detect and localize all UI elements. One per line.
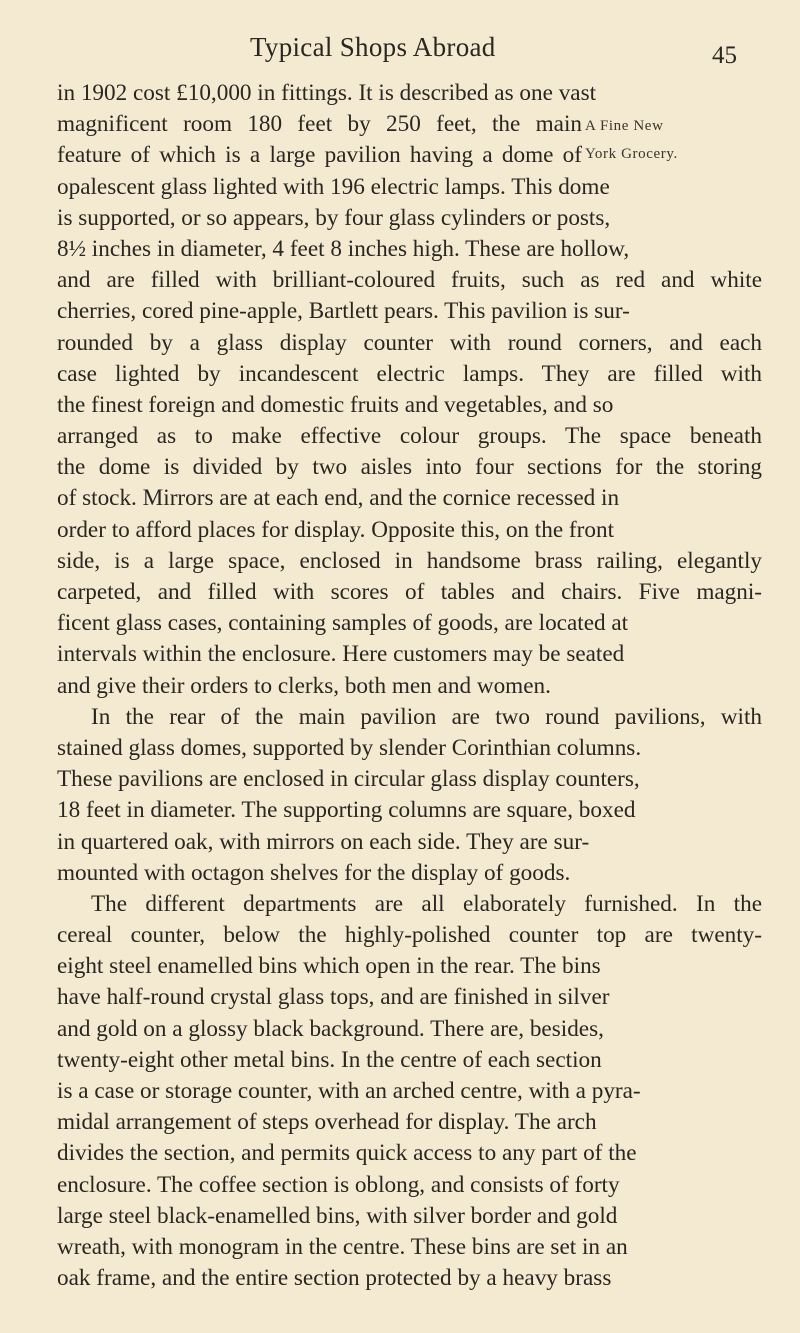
- text-line: the finest foreign and domestic fruits and vegetables, and so: [57, 391, 614, 418]
- text-line: eight steel enamelled bins which open in the rear. The bins: [57, 953, 601, 980]
- text-line: 18 feet in diameter. The supporting columns are square, boxed: [57, 797, 636, 824]
- page-number: 45: [712, 42, 737, 69]
- text-line: magnificent room 180 feet by 250 feet, the main: [57, 111, 582, 138]
- text-line: The different departments are all elaborately furnished. In the: [91, 890, 762, 917]
- text-line: mounted with octagon shelves for the display of goods.: [57, 859, 571, 886]
- text-line: and give their orders to clerks, both men and women.: [57, 672, 551, 699]
- text-line: and gold on a glossy black background. There are, besides,: [57, 1015, 604, 1042]
- text-line: in 1902 cost £10,000 in fittings. It is described as one vast: [57, 80, 597, 106]
- text-line: stained glass domes, supported by slender Corinthian columns.: [57, 734, 642, 761]
- text-line: cereal counter, below the highly-polished counter top are twenty-: [57, 922, 762, 949]
- text-line: arranged as to make effective colour groups. The space beneath: [57, 423, 762, 450]
- margin-note-line-2: York Grocery.: [585, 146, 678, 162]
- text-line: in quartered oak, with mirrors on each side. They are sur-: [57, 828, 590, 855]
- text-line: order to afford places for display. Opposite this, on the front: [57, 516, 615, 543]
- body-text: [57, 78, 762, 1294]
- text-line: and are filled with brilliant-coloured fruits, such as red and white: [57, 267, 762, 294]
- text-line: enclosure. The coffee section is oblong, and consists of forty: [57, 1171, 620, 1198]
- text-line: the dome is divided by two aisles into four sections for the storing: [57, 454, 762, 481]
- text-line: rounded by a glass display counter with round corners, and each: [57, 329, 762, 356]
- margin-note-line-1: A Fine New: [585, 118, 664, 134]
- text-line: case lighted by incandescent electric lamps. They are filled with: [57, 360, 762, 387]
- text-line: of stock. Mirrors are at each end, and the cornice recessed in: [57, 485, 620, 512]
- text-line: side, is a large space, enclosed in handsome brass railing, elegantly: [57, 547, 762, 574]
- text-line: carpeted, and filled with scores of tables and chairs. Five magni-: [57, 579, 762, 605]
- text-line: cherries, cored pine-apple, Bartlett pears. This pavilion is sur-: [57, 298, 630, 325]
- text-line: have half-round crystal glass tops, and are finished in silver: [57, 984, 610, 1011]
- running-title: Typical Shops Abroad: [250, 32, 496, 62]
- text-line: midal arrangement of steps overhead for display. The arch: [57, 1109, 597, 1136]
- text-line: oak frame, and the entire section protected by a heavy brass: [57, 1265, 612, 1292]
- text-line: is a case or storage counter, with an arched centre, with a pyra-: [57, 1078, 641, 1104]
- text-line: large steel black-enamelled bins, with silver border and gold: [57, 1202, 618, 1229]
- text-line: divides the section, and permits quick access to any part of the: [57, 1140, 637, 1167]
- text-line: ficent glass cases, containing samples of goods, are located at: [57, 610, 629, 637]
- text-line: twenty-eight other metal bins. In the centre of each section: [57, 1046, 602, 1073]
- text-line: These pavilions are enclosed in circular glass display counters,: [57, 766, 640, 793]
- text-line: feature of which is a large pavilion having a dome of: [57, 142, 582, 169]
- text-line: In the rear of the main pavilion are two round pavilions, with: [91, 703, 762, 730]
- running-head: [0, 30, 800, 70]
- text-line: wreath, with monogram in the centre. These bins are set in an: [57, 1233, 628, 1260]
- text-line: opalescent glass lighted with 196 electric lamps. This dome: [57, 173, 610, 200]
- text-line: 8½ inches in diameter, 4 feet 8 inches high. These are hollow,: [57, 235, 630, 262]
- text-line: intervals within the enclosure. Here customers may be seated: [57, 641, 625, 668]
- text-line: is supported, or so appears, by four glass cylinders or posts,: [57, 204, 611, 231]
